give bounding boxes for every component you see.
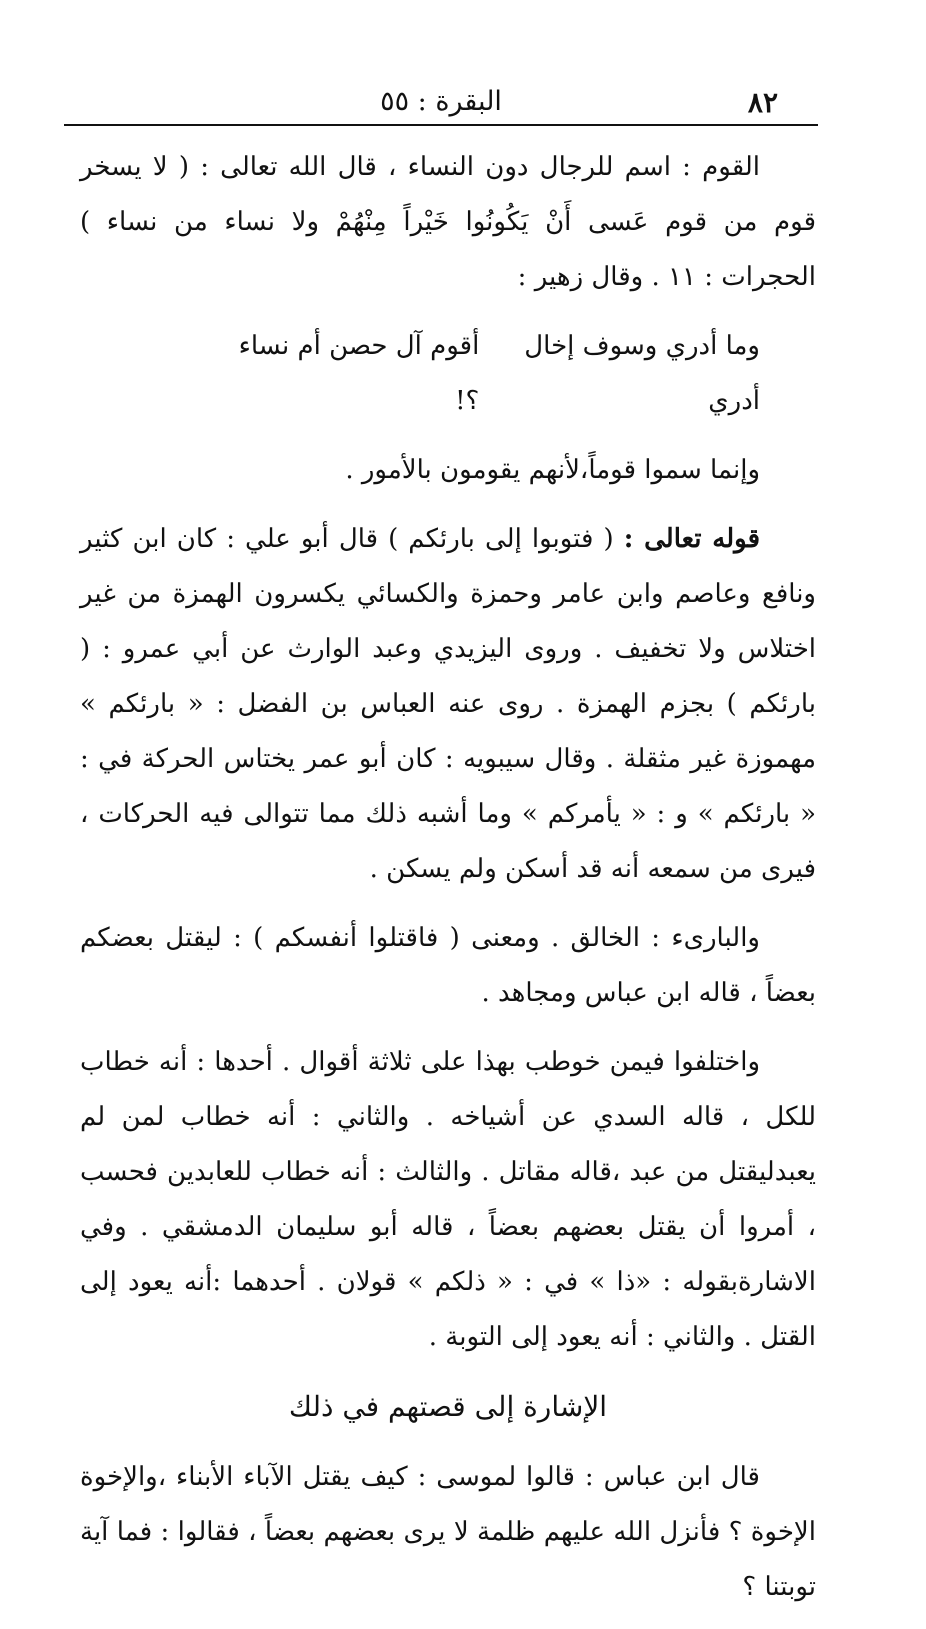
poem-first-hemistich: وما أدري وسوف إخال أدري	[524, 331, 760, 416]
page-number: ٨٢	[747, 86, 778, 119]
paragraph-bari-text: والبارىء : الخالق . ومعنى ( فاقتلوا أنفسكم ) : ليقتل بعضكم بعضاً ، قاله ابن عباس ومجاهد .	[80, 923, 816, 1008]
paragraph-ibn-abbas-text: قال ابن عباس : قالوا لموسى : كيف يقتل الآباء الأبناء ،والإخوة الإخوة ؟ فأنزل الله عليهم ظلمة لا يرى بعضهم بعضاً ، فقالوا : فما آية توبتنا ؟	[80, 1462, 816, 1602]
paragraph-ikhtilaf	[80, 1035, 816, 1365]
paragraph-tawba-text: ( فتوبوا إلى بارئكم ) قال أبو علي : كان ابن كثير ونافع وعاصم وابن عامر وحمزة والكسائي يكسرون الهمزة من غير اختلاس ولا تخفيف . وروى اليزيدي وعبد الوارث عن أبي عمرو : ( بارئكم ) بجزم الهمزة . روى عنه العباس بن الفضل : « بارئكم » مهموزة غير مثقلة . وقال سيبويه : كان أبو عمر يختاس الحركة في : « بارئكم » و : « يأمركم » وما أشبه ذلك مما تتوالى فيه الحركات ، فيرى من سمعه أنه قد أسكن ولم يسكن .	[80, 524, 816, 884]
page-header	[64, 76, 818, 124]
paragraph-tawba-lead: قوله تعالى :	[623, 524, 760, 554]
running-title: البقرة : ٥٥	[380, 86, 502, 117]
poem-second-hemistich: أقوم آل حصن أم نساء ؟!	[238, 331, 480, 416]
paragraph-bari	[80, 911, 816, 1021]
poem-verse	[80, 319, 816, 429]
paragraph-ibn-abbas	[80, 1450, 816, 1615]
paragraph-qawm	[80, 140, 816, 305]
paragraph-naming	[80, 443, 816, 498]
paragraph-naming-text: وإنما سموا قوماً،لأنهم يقومون بالأمور .	[345, 455, 760, 485]
paragraph-qawm-text: القوم : اسم للرجال دون النساء ، قال الله تعالى : ( لا يسخر قوم من قوم عَسى أَنْ يَكُونُوا خَيْراً مِنْهُمْ ولا نساء من نساء ) الحجرات : ١١ . وقال زهير :	[80, 152, 816, 292]
paragraph-tawba	[80, 512, 816, 897]
page-body	[80, 140, 816, 1629]
section-heading: الإشارة إلى قصتهم في ذلك	[288, 1390, 608, 1423]
header-rule	[64, 124, 818, 126]
paragraph-ikhtilaf-text: واختلفوا فيمن خوطب بهذا على ثلاثة أقوال . أحدها : أنه خطاب للكل ، قاله السدي عن أشياخه . والثاني : أنه خطاب لمن لم يعبدليقتل من عبد ،قاله مقاتل . والثالث : أنه خطاب للعابدين فحسب ، أمروا أن يقتل بعضهم بعضاً ، قاله أبو سليمان الدمشقي . وفي الاشارةبقوله : «ذا » في : « ذلكم » قولان . أحدهما :أنه يعود إلى القتل . والثاني : أنه يعود إلى التوبة .	[80, 1047, 816, 1352]
